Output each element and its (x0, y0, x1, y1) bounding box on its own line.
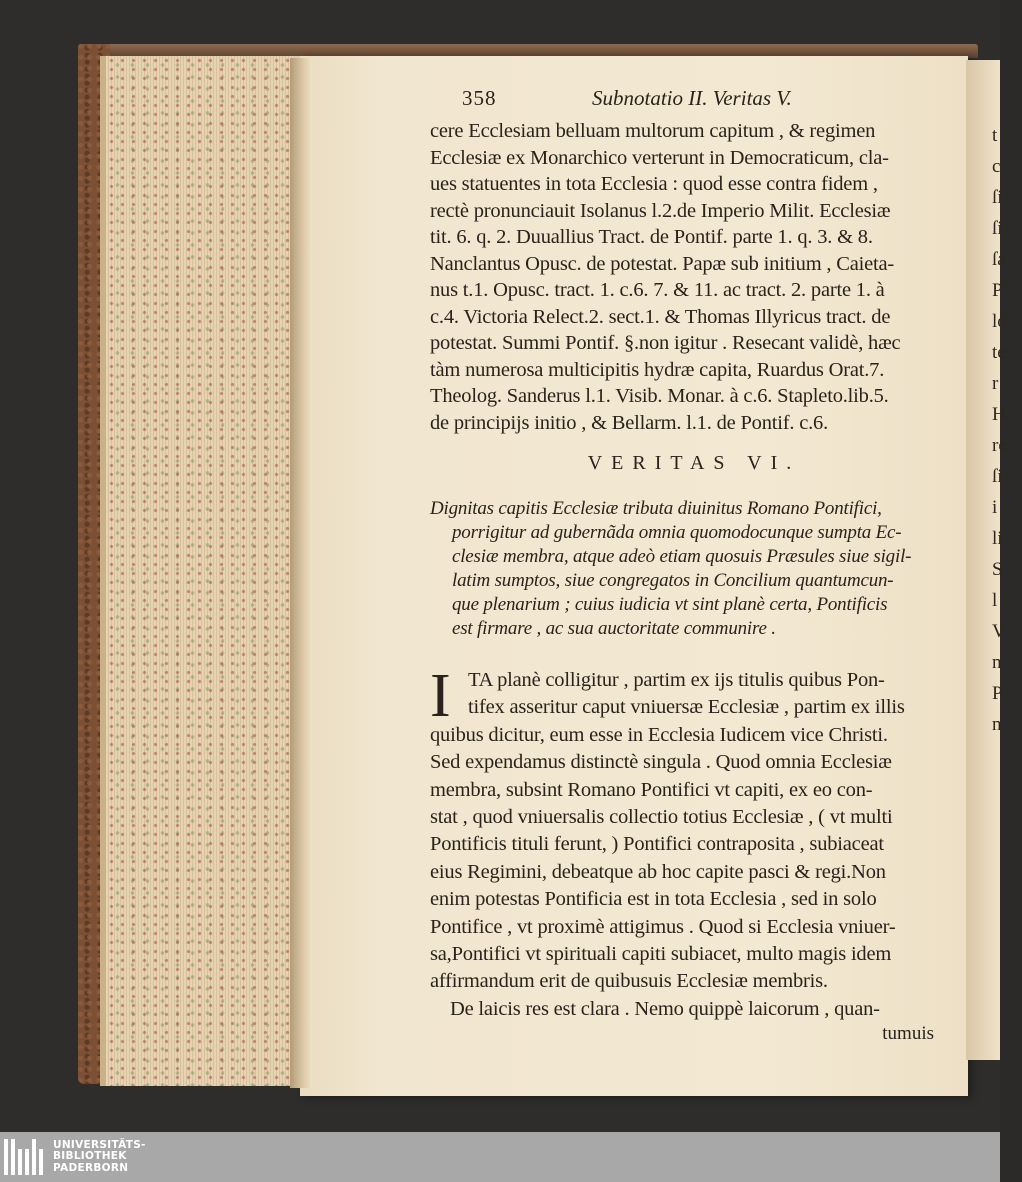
thesis-statement (430, 497, 958, 641)
running-head-title: Subnotatio II. Veritas V. (592, 86, 792, 110)
text-line: tit. 6. q. 2. Duuallius Tract. de Pontif. parte 1. q. 3. & 8. (430, 226, 873, 248)
text-line: membra, subsint Romano Pontifici vt capiti, ex eo con- (430, 778, 873, 801)
running-head (462, 86, 958, 114)
text-line: affirmandum erit de quibusuis Ecclesiæ membris. (430, 970, 828, 993)
next-page-sliver-text: t c ſi ſi ſa P lo te r H re ſi i li S l V n P n (992, 125, 1007, 735)
text-line: Nanclantus Opusc. de potestat. Papæ sub initium , Caieta- (430, 252, 895, 275)
library-name-line: BIBLIOTHEK (53, 1150, 127, 1163)
text-line: tàm numerosa multicipitis hydræ capita, Ruardus Orat.7. (430, 358, 885, 381)
next-page-edge (966, 60, 1007, 1060)
text-line: stat , quod vniuersalis collectio totius Ecclesiæ , ( vt multi (430, 806, 893, 829)
library-name-line: UNIVERSITÄTS- (53, 1138, 146, 1151)
thesis-line: Dignitas capitis Ecclesiæ tributa diuinitus Romano Pontifici, (430, 498, 882, 519)
text-line: enim potestas Pontificia est in tota Ecclesia , sed in solo (430, 888, 877, 911)
text-line: quibus dicitur, eum esse in Ecclesia Iudicem vice Christi. (430, 723, 888, 746)
text-line: potestat. Summi Pontif. §.non igitur . Resecant validè, hæc (430, 332, 901, 354)
thesis-line: est firmare , ac sua auctoritate communire . (452, 618, 776, 639)
page-number: 358 (462, 86, 497, 110)
library-logo-icon (4, 1139, 43, 1175)
text-line: Ecclesiæ ex Monarchico verterunt in Democraticum, cla- (430, 146, 889, 169)
thesis-line: que plenarium ; cuius iudicia vt sint planè certa, Pontificis (452, 594, 888, 615)
page-fore-edge (100, 56, 302, 1086)
text-line: rectè pronunciauit Isolanus l.2.de Imperio Milit. Ecclesiæ (430, 199, 891, 222)
text-line: Theolog. Sanderus l.1. Visib. Monar. à c.6. Stapleto.lib.5. (430, 385, 889, 407)
text-line: sa,Pontifici vt spirituali capiti subiacet, multo magis idem (430, 943, 892, 966)
text-line: De laicis res est clara . Nemo quippè laicorum , quan- (450, 997, 880, 1020)
section-title: VERITAS VI. (587, 452, 801, 474)
text-line: Sed expendamus distinctè singula . Quod omnia Ecclesiæ (430, 751, 892, 774)
footer-bar (0, 1132, 1000, 1182)
thesis-line: latim sumptos, siue congregatos in Concilium quantumcun- (452, 570, 894, 591)
text-line: de principijs initio , & Bellarm. l.1. de Pontif. c.6. (430, 411, 829, 434)
text-line: cere Ecclesiam belluam multorum capitum , & regimen (430, 120, 876, 142)
thesis-line: porrigitur ad gubernãda omnia quomodocunque sumpta Ec- (452, 522, 902, 543)
library-name-line: PADERBORN (53, 1161, 129, 1174)
main-paragraph (430, 662, 958, 1045)
text-line: eius Regimini, debeatque ab hoc capite pasci & regi.Non (430, 860, 886, 883)
drop-cap: I (430, 662, 451, 730)
text-line: Pontificis tituli ferunt, ) Pontifici contraposita , subiaceat (430, 833, 884, 856)
text-line: ues statuentes in tota Ecclesia : quod esse contra fidem , (430, 173, 878, 195)
thesis-line: clesiæ membra, atque adeò etiam quosuis Præsules siue sigil- (452, 546, 912, 567)
text-line: nus t.1. Opusc. tract. 1. c.6. 7. & 11. ac tract. 2. parte 1. à (430, 279, 885, 301)
catchword: tumuis (882, 1023, 934, 1045)
text-line: tifex asseritur caput vniuersæ Ecclesiæ , partim ex illis (468, 696, 905, 719)
preceding-paragraph (430, 118, 958, 436)
page-gutter (290, 58, 312, 1088)
text-line: c.4. Victoria Relect.2. sect.1. & Thomas Illyricus tract. de (430, 305, 891, 328)
text-line: Pontifice , vt proximè attigimus . Quod si Ecclesia vniuer- (430, 915, 896, 938)
text-line: TA planè colligitur , partim ex ijs titulis quibus Pon- (468, 669, 885, 691)
page-content (430, 86, 958, 1045)
library-name (53, 1140, 146, 1175)
